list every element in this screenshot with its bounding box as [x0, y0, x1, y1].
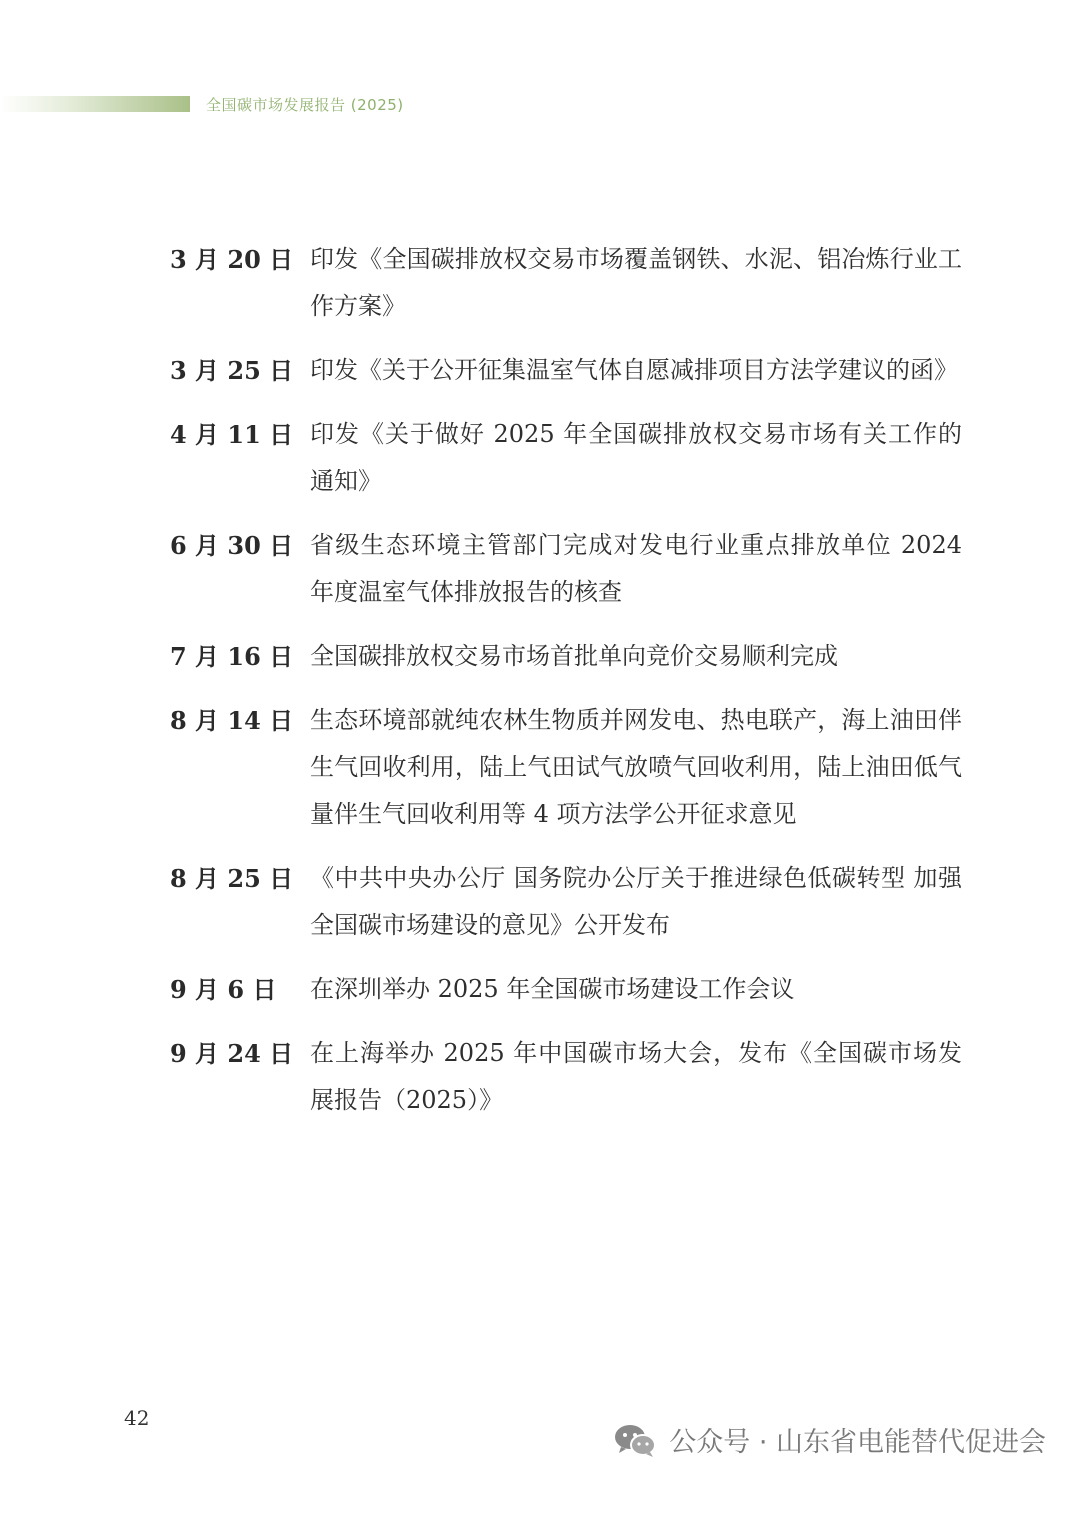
- timeline-entry: [170, 236, 970, 330]
- timeline-entry: [170, 855, 970, 949]
- entry-text: 生态环境部就纯农林生物质并网发电、热电联产，海上油田伴生气回收利用，陆上气田试气放喷气回收利用，陆上油田低气量伴生气回收利用等 4 项方法学公开征求意见: [310, 706, 962, 828]
- timeline-entry: [170, 633, 970, 680]
- entry-text: 省级生态环境主管部门完成对发电行业重点排放单位 2024 年度温室气体排放报告的核查: [310, 531, 962, 606]
- entry-text: 在上海举办 2025 年中国碳市场大会，发布《全国碳市场发展报告（2025）》: [310, 1039, 962, 1114]
- entry-date: 9 月 6 日: [170, 975, 277, 1004]
- timeline-entry: [170, 347, 970, 394]
- wechat-icon: [613, 1422, 657, 1458]
- timeline-entry: [170, 966, 970, 1013]
- timeline-entry: [170, 1030, 970, 1124]
- entry-date: 9 月 24 日: [170, 1039, 294, 1068]
- timeline-entry: [170, 522, 970, 616]
- watermark: [613, 1420, 1046, 1459]
- page-number: 42: [124, 1406, 150, 1430]
- entry-date: 4 月 11 日: [170, 420, 294, 449]
- entry-text: 《中共中央办公厅 国务院办公厅关于推进绿色低碳转型 加强全国碳市场建设的意见》公开发布: [310, 864, 962, 939]
- entry-date: 6 月 30 日: [170, 531, 294, 560]
- watermark-text: 公众号 · 山东省电能替代促进会: [669, 1427, 1046, 1458]
- header-accent-bar: [0, 96, 190, 112]
- entry-date: 7 月 16 日: [170, 642, 294, 671]
- entry-text: 在深圳举办 2025 年全国碳市场建设工作会议: [310, 975, 795, 1003]
- timeline-list: [170, 236, 970, 1141]
- entry-date: 3 月 20 日: [170, 245, 294, 274]
- entry-date: 3 月 25 日: [170, 356, 294, 385]
- running-header-title: 全国碳市场发展报告 (2025): [206, 96, 404, 114]
- entry-text: 印发《关于公开征集温室气体自愿减排项目方法学建议的函》: [310, 356, 958, 384]
- entry-date: 8 月 25 日: [170, 864, 294, 893]
- timeline-entry: [170, 697, 970, 838]
- entry-text: 印发《关于做好 2025 年全国碳排放权交易市场有关工作的通知》: [310, 420, 962, 495]
- entry-text: 全国碳排放权交易市场首批单向竞价交易顺利完成: [310, 642, 838, 670]
- entry-date: 8 月 14 日: [170, 706, 294, 735]
- entry-text: 印发《全国碳排放权交易市场覆盖钢铁、水泥、铝冶炼行业工作方案》: [310, 245, 962, 320]
- timeline-entry: [170, 411, 970, 505]
